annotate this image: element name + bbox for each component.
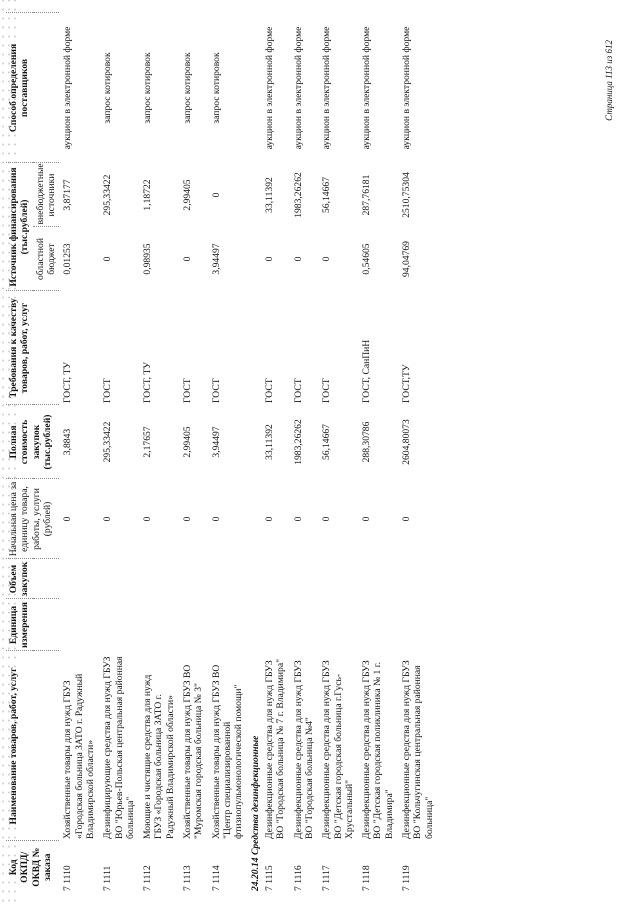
cell-volume xyxy=(358,559,398,599)
section-title: 24.20.14 Средства дезинфекционные xyxy=(249,735,261,891)
cell-total-cost: 2,17657 xyxy=(142,426,154,458)
cell-unit-price: 0 xyxy=(142,516,154,522)
cell-method: аукцион в электронной форме xyxy=(292,26,304,150)
cell-unit xyxy=(139,599,179,651)
header-funding-extra: внебюджетные источники xyxy=(33,163,60,227)
cell-method: аукцион в электронной форме xyxy=(321,26,333,150)
cell-total-cost: 1983,26262 xyxy=(292,419,304,465)
table-row xyxy=(208,13,248,893)
cell-unit-price: 0 xyxy=(321,516,333,522)
cell-unit xyxy=(261,599,290,651)
table-row xyxy=(358,13,398,893)
cell-unit-price: 0 xyxy=(210,516,222,522)
section-row xyxy=(248,13,261,893)
table-row xyxy=(398,13,438,893)
cell-quality: ГОСТ,ТУ xyxy=(401,364,413,403)
cell-funding-regional: 0 xyxy=(182,256,194,262)
cell-funding-regional: 0,01253 xyxy=(62,243,74,275)
header-code: Код ОКПД/ ОКВД № заказа xyxy=(6,841,59,893)
cell-total-cost: 56,14667 xyxy=(321,424,333,460)
cell-code: 7 1119 xyxy=(401,865,413,891)
cell-volume xyxy=(318,559,358,599)
cell-funding-extra: 33,11392 xyxy=(263,177,275,213)
cell-unit xyxy=(99,599,139,651)
cell-method: аукцион в электронной форме xyxy=(62,26,74,150)
cell-name: Дезинфекционные средства для нужд ГБУЗ ВО "Детская городская поликлиника № 1 г. Владимира" xyxy=(361,660,395,839)
cell-total-cost: 3,94497 xyxy=(210,426,222,458)
cell-method: запрос котировок xyxy=(102,52,114,124)
cell-volume xyxy=(208,559,248,599)
cell-quality: ГОСТ xyxy=(210,378,222,403)
cell-unit-price: 0 xyxy=(361,516,373,522)
cell-funding-regional: 0,54605 xyxy=(361,243,373,275)
cell-volume xyxy=(398,559,438,599)
cell-funding-regional: 0 xyxy=(102,256,114,262)
table-body xyxy=(59,13,438,893)
cell-funding-regional: 3,94497 xyxy=(210,243,222,275)
cell-code: 7 1115 xyxy=(263,865,275,891)
cell-total-cost: 295,33422 xyxy=(102,421,114,463)
cell-funding-extra: 56,14667 xyxy=(321,177,333,213)
cell-unit xyxy=(290,599,319,651)
cell-funding-regional: 94,04769 xyxy=(401,241,413,277)
cell-funding-extra: 295,33422 xyxy=(102,174,114,216)
cell-name: Дезинфицирующие средства для нужд ГБУЗ ВО "Юрьев-Польская центральная районная больница" xyxy=(102,656,136,839)
header-unit-price: Начальная цена за единицу товара, работы, услуги (рублей) xyxy=(6,479,59,559)
table-row xyxy=(59,13,99,893)
cell-quality: ГОСТ xyxy=(263,378,275,403)
cell-funding-extra: 3,87177 xyxy=(62,179,74,211)
table-row xyxy=(290,13,319,893)
cell-unit-price: 0 xyxy=(62,516,74,522)
cell-unit xyxy=(358,599,398,651)
cell-funding-extra: 1,18722 xyxy=(142,179,154,211)
cell-method: запрос котировок xyxy=(142,52,154,124)
header-funding: Источник финансирования (тыс.рублей) xyxy=(6,163,33,291)
table-row xyxy=(179,13,208,893)
cell-funding-extra: 2510,75304 xyxy=(401,172,413,218)
cell-funding-extra: 2,99405 xyxy=(182,179,194,211)
header-volume: Объем закупок xyxy=(6,559,59,599)
cell-volume xyxy=(179,559,208,599)
cell-total-cost: 3,8843 xyxy=(62,428,74,456)
cell-unit-price: 0 xyxy=(263,516,275,522)
cell-code: 7 1118 xyxy=(361,865,373,891)
cell-unit-price: 0 xyxy=(401,516,413,522)
cell-unit-price: 0 xyxy=(102,516,114,522)
cell-total-cost: 288,30786 xyxy=(361,421,373,463)
table-row xyxy=(99,13,139,893)
cell-quality: ГОСТ xyxy=(321,378,333,403)
cell-name: Дезинфекционные средства для нужд ГБУЗ ВО "Городская больница №4" xyxy=(292,660,315,839)
cell-quality: ГОСТ xyxy=(182,378,194,403)
cell-unit xyxy=(179,599,208,651)
cell-method: аукцион в электронной форме xyxy=(263,26,275,150)
cell-unit xyxy=(208,599,248,651)
page-number: Страница 113 из 612 xyxy=(604,40,614,121)
cell-volume xyxy=(139,559,179,599)
header-method: Способ определения поставщиков xyxy=(6,13,59,163)
cell-method: запрос котировок xyxy=(182,52,194,124)
cell-quality: ГОСТ, ТУ xyxy=(62,361,74,403)
cell-funding-extra: 0 xyxy=(210,192,222,198)
cell-method: аукцион в электронной форме xyxy=(361,26,373,150)
cell-unit-price: 0 xyxy=(292,516,304,522)
cell-method: аукцион в электронной форме xyxy=(401,26,413,150)
cell-name: Дезинфекционные средства для нужд ГБУЗ ВО "Кольчугинская центральная районная больница" xyxy=(401,660,435,839)
cell-name: Дезинфекционные средства для нужд ГБУЗ ВО "Детская городская больница г.Гусь-Хрустальный" xyxy=(321,660,355,839)
cell-funding-extra: 1983,26262 xyxy=(292,172,304,218)
header-name: Наименование товаров, работ, услуг xyxy=(6,651,59,841)
header-quality: Требования к качеству товаров, работ, услуг xyxy=(6,291,59,405)
cell-code: 7 1113 xyxy=(182,865,194,891)
cell-code: 7 1112 xyxy=(142,865,154,891)
cell-funding-regional: 0 xyxy=(292,256,304,262)
cell-method: запрос котировок xyxy=(210,52,222,124)
cell-name: Хозяйственные товары для нужд ГБУЗ ВО "Центр специализированной фтизиопульмонологической помощи" xyxy=(210,664,245,839)
cell-code: 7 1117 xyxy=(321,865,333,891)
cell-quality: ГОСТ xyxy=(292,378,304,403)
header-unit: Единица измерения xyxy=(6,599,59,651)
cell-total-cost: 33,11392 xyxy=(263,424,275,460)
cell-total-cost: 2604,80073 xyxy=(401,419,413,465)
header-funding-regional: областной бюджет xyxy=(33,227,60,291)
procurement-table xyxy=(6,12,438,893)
cell-volume xyxy=(290,559,319,599)
cell-code: 7 1110 xyxy=(62,865,74,891)
table-header-row xyxy=(6,13,33,893)
cell-volume xyxy=(59,559,99,599)
cell-funding-extra: 287,76181 xyxy=(361,174,373,216)
cell-code: 7 1111 xyxy=(102,865,114,891)
cell-unit-price: 0 xyxy=(182,516,194,522)
cell-quality: ГОСТ, ТУ xyxy=(142,361,154,403)
cell-total-cost: 2,99405 xyxy=(182,426,194,458)
cell-unit xyxy=(318,599,358,651)
cell-quality: ГОСТ, СанПиН xyxy=(361,339,373,403)
header-total-cost: Полная стоимость закупок (тыс.рублей) xyxy=(6,405,59,479)
table-row xyxy=(139,13,179,893)
cell-funding-regional: 0,98935 xyxy=(142,243,154,275)
table-row xyxy=(318,13,358,893)
cell-quality: ГОСТ xyxy=(102,378,114,403)
cell-code: 7 1116 xyxy=(292,865,304,891)
cell-name: Хозяйственные товары для нужд ГБУЗ ВО "Муромская городская больница № 3" xyxy=(182,664,205,839)
cell-funding-regional: 0 xyxy=(263,256,275,262)
cell-code: 7 1114 xyxy=(210,865,222,891)
cell-name: Дезинфекционные средства для нужд ГБУЗ ВО "Городская больница № 7 г. Владимира" xyxy=(263,659,287,839)
cell-name: Моющие и чистящие средства для нужд ГБУЗ «Городская больница ЗАТО г. Радужный Владимирской области» xyxy=(142,674,176,839)
cell-name: Хозяйственные товары для нужд ГБУЗ «Городская больница ЗАТО г. Радужный Владимирской области» xyxy=(62,673,96,839)
cell-unit xyxy=(59,599,99,651)
cell-volume xyxy=(261,559,290,599)
cell-volume xyxy=(99,559,139,599)
table-row xyxy=(261,13,290,893)
cell-unit xyxy=(398,599,438,651)
cell-funding-regional: 0 xyxy=(321,256,333,262)
